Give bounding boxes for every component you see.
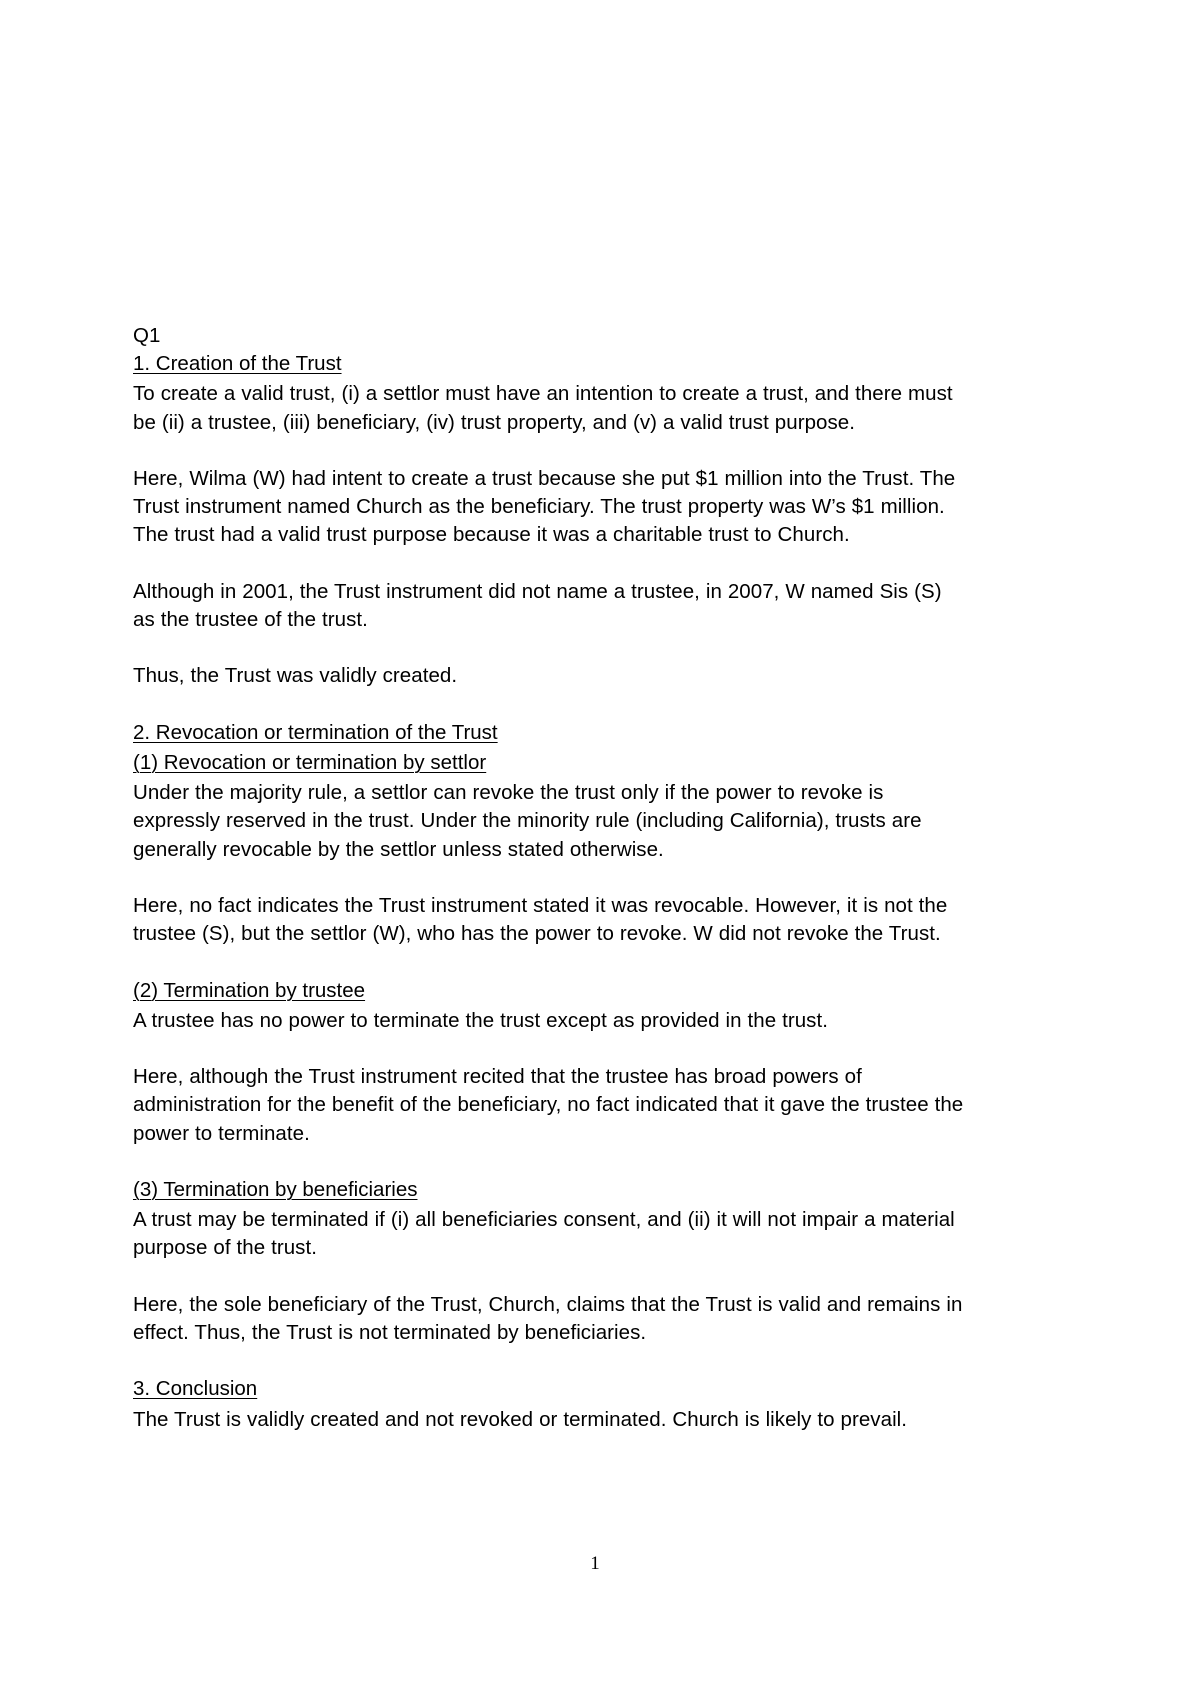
page-number: 1 <box>590 1553 600 1574</box>
paragraph: Although in 2001, the Trust instrument did not name a trustee, in 2007, W named Sis (S) as the trustee of the trust. <box>133 579 948 631</box>
section-heading <box>133 350 965 380</box>
paragraph: To create a valid trust, (i) a settlor must have an intention to create a trust, and there must be (ii) a trustee, (iii) beneficiary, (iv) trust property, and (v) a valid trust purpose. <box>133 382 959 434</box>
paragraph: Under the majority rule, a settlor can revoke the trust only if the power to revoke is expressly reserved in the trust. Under the minority rule (including California), trusts are generally revocable by the settlor unless stated otherwise. <box>133 781 928 861</box>
section-heading <box>133 719 965 749</box>
paragraph-spacer <box>133 1347 965 1375</box>
section-heading-text: 2. Revocation or termination of the Trust <box>133 720 498 744</box>
paragraph-spacer <box>133 634 965 662</box>
paragraph-spacer <box>133 864 965 892</box>
section-heading <box>133 977 965 1007</box>
question-label: Q1 <box>133 324 161 347</box>
section-heading <box>133 749 965 779</box>
paragraph: The Trust is validly created and not revoked or terminated. Church is likely to prevail. <box>133 1407 908 1431</box>
section-heading <box>133 1375 965 1405</box>
paragraph: Here, although the Trust instrument recited that the trustee has broad powers of administration for the benefit of the beneficiary, no fact indicated that it gave the trustee the power to terminate. <box>133 1065 970 1145</box>
paragraph: Here, the sole beneficiary of the Trust, Church, claims that the Trust is valid and remains in effect. Thus, the Trust is not terminated by beneficiaries. <box>133 1292 969 1344</box>
paragraph-spacer <box>133 437 965 465</box>
paragraph-spacer <box>133 691 965 719</box>
section-heading-text: 1. Creation of the Trust <box>133 352 342 376</box>
paragraph: Here, no fact indicates the Trust instrument stated it was revocable. However, it is not the trustee (S), but the settlor (W), who has the power to revoke. W did not revoke the Trust. <box>133 893 954 946</box>
paragraph: A trust may be terminated if (i) all beneficiaries consent, and (ii) it will not impair a material purpose of the trust. <box>133 1208 961 1260</box>
paragraph-spacer <box>133 948 965 976</box>
section-heading-text: 3. Conclusion <box>133 1377 258 1401</box>
paragraph-spacer <box>133 1263 965 1291</box>
section-heading-text: (3) Termination by beneficiaries <box>133 1177 418 1201</box>
paragraph-spacer <box>133 550 965 578</box>
section-heading <box>133 1176 965 1206</box>
paragraph: Here, Wilma (W) had intent to create a trust because she put $1 million into the Trust. The Trust instrument named Church as the beneficiary. The trust property was W’s $1 million. The trust had a valid trust purpose because it was a charitable trust to Church. <box>133 467 961 547</box>
document-body <box>133 322 970 1434</box>
paragraph-spacer <box>133 1035 965 1063</box>
section-heading-text: (2) Termination by trustee <box>133 978 366 1002</box>
paragraph: A trustee has no power to terminate the trust except as provided in the trust. <box>133 1008 828 1032</box>
section-heading-text: (1) Revocation or termination by settlor <box>133 750 487 774</box>
paragraph: Thus, the Trust was validly created. <box>133 664 458 688</box>
paragraph-spacer <box>133 1148 965 1176</box>
